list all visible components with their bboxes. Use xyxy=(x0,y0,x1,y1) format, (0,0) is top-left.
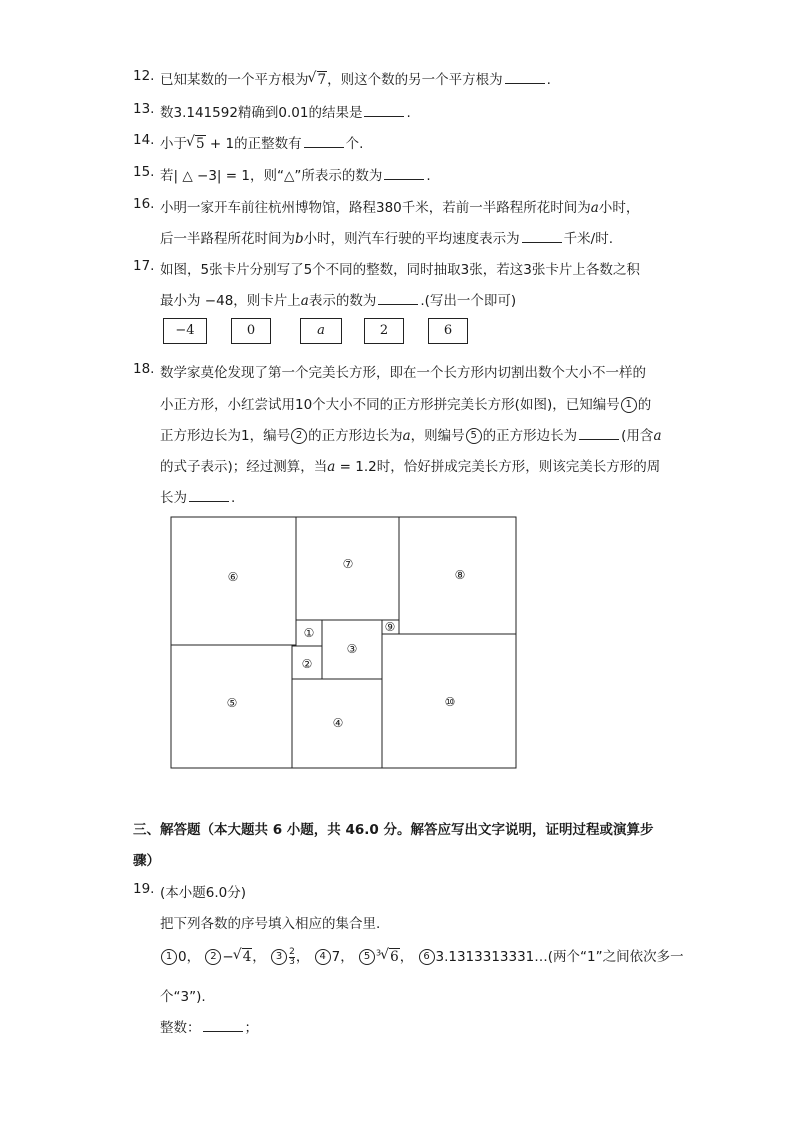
question-16-number: 16. xyxy=(133,196,155,212)
section-3-heading-cont: 骤） xyxy=(133,853,160,869)
question-15-number: 15. xyxy=(133,164,155,180)
question-18-line-4: 的式子表示)；经过测算，当a = 1.2时，恰好拼成完美长方形，则该完美长方形的周 xyxy=(160,459,661,475)
cbrt-6: √ 6 xyxy=(381,949,400,965)
q12-text: 已知某数的一个平方根为 xyxy=(160,72,309,88)
circled-5: 5 xyxy=(359,949,375,965)
question-19-number: 19. xyxy=(133,881,155,897)
question-14: 小于√ 5 + 1的正整数有 个. xyxy=(160,132,363,152)
q12-text-2: ，则这个数的另一个平方根为 xyxy=(327,72,503,88)
question-13: 数3.141592精确到0.01的结果是 . xyxy=(160,105,411,121)
integers-set: 整数： ； xyxy=(160,1020,258,1036)
label-10: ⑩ xyxy=(444,695,456,709)
question-15: 若| △ −3| = 1，则“△”所表示的数为 . xyxy=(160,168,431,184)
label-6: ⑥ xyxy=(227,570,239,584)
question-14-number: 14. xyxy=(133,132,155,148)
card-2: 0 xyxy=(231,318,271,344)
label-8: ⑧ xyxy=(454,568,466,582)
card-4: 2 xyxy=(364,318,404,344)
label-5: ⑤ xyxy=(226,696,238,710)
label-1: ① xyxy=(303,626,315,640)
circled-1: 1 xyxy=(621,397,637,413)
question-16-line-1: 小明一家开车前往杭州博物馆，路程380千米，若前一半路程所花时间为a小时， xyxy=(160,200,640,216)
label-2: ② xyxy=(301,657,313,671)
answer-blank[interactable] xyxy=(203,1018,243,1032)
circled-3: 3 xyxy=(271,949,287,965)
sqrt-4: √ 4 xyxy=(234,949,253,965)
section-3-heading: 三、解答题（本大题共 6 小题，共 46.0 分。解答应写出文字说明，证明过程或演算步 xyxy=(133,822,654,838)
question-18-line-3: 正方形边长为1，编号 2 的正方形边长为a，则编号 5 的正方形边长为 (用含a xyxy=(160,428,662,444)
question-17-line-2: 最小为 −48，则卡片上a表示的数为 .(写出一个即可) xyxy=(160,293,517,309)
outer-rectangle xyxy=(171,517,516,768)
card-5: 6 xyxy=(428,318,468,344)
card-3: a xyxy=(300,318,342,344)
question-18-line-2: 小正方形，小红尝试用10个大小不同的正方形拼完美长方形(如图)，已知编号 1 的 xyxy=(160,397,652,413)
card-1: −4 xyxy=(163,318,207,344)
question-19-items-cont: 个“3”). xyxy=(160,989,206,1005)
circled-5: 5 xyxy=(466,428,482,444)
question-12: 已知某数的一个平方根为√ 7，则这个数的另一个平方根为 . xyxy=(160,68,551,88)
question-17-number: 17. xyxy=(133,258,155,274)
question-13-number: 13. xyxy=(133,101,155,117)
circled-6: 6 xyxy=(419,949,435,965)
label-3: ③ xyxy=(346,642,358,656)
q13-text: 数3.141592精确到0.01的结果是 xyxy=(160,105,363,121)
sqrt-5: √ 5 xyxy=(187,136,206,152)
question-17-line-1: 如图，5张卡片分别写了5个不同的整数，同时抽取3张，若这3张卡片上各数之积 xyxy=(160,262,640,278)
question-18-number: 18. xyxy=(133,361,155,377)
question-19-instruction: 把下列各数的序号填入相应的集合里. xyxy=(160,916,381,932)
circled-1: 1 xyxy=(161,949,177,965)
label-7: ⑦ xyxy=(342,557,354,571)
fraction-2-3: $\frac{2}{3}$ xyxy=(289,946,295,967)
circled-2: 2 xyxy=(205,949,221,965)
question-19-header: (本小题6.0分) xyxy=(160,885,247,901)
question-19-items: 1 0， 2 −√ 4， 3 $\frac{2}{3}$ ， 4 7， 5 $^3$√ 6， 6 3.1313313331…(两个“1”之间依次多一 xyxy=(160,945,684,967)
question-18-line-5: 长为 . xyxy=(160,490,236,506)
question-16-line-2: 后一半路程所花时间为b小时，则汽车行驶的平均速度表示为 千米/时. xyxy=(160,231,613,247)
label-4: ④ xyxy=(332,716,344,730)
circled-4: 4 xyxy=(315,949,331,965)
cube-root-index: 3 xyxy=(376,948,382,958)
sqrt-7: √ 7 xyxy=(309,72,328,88)
question-18-line-1: 数学家莫伦发现了第一个完美长方形，即在一个长方形内切割出数个大小不一样的 xyxy=(160,365,646,381)
question-12-number: 12. xyxy=(133,68,155,84)
circled-2: 2 xyxy=(291,428,307,444)
label-9: ⑨ xyxy=(384,620,396,634)
